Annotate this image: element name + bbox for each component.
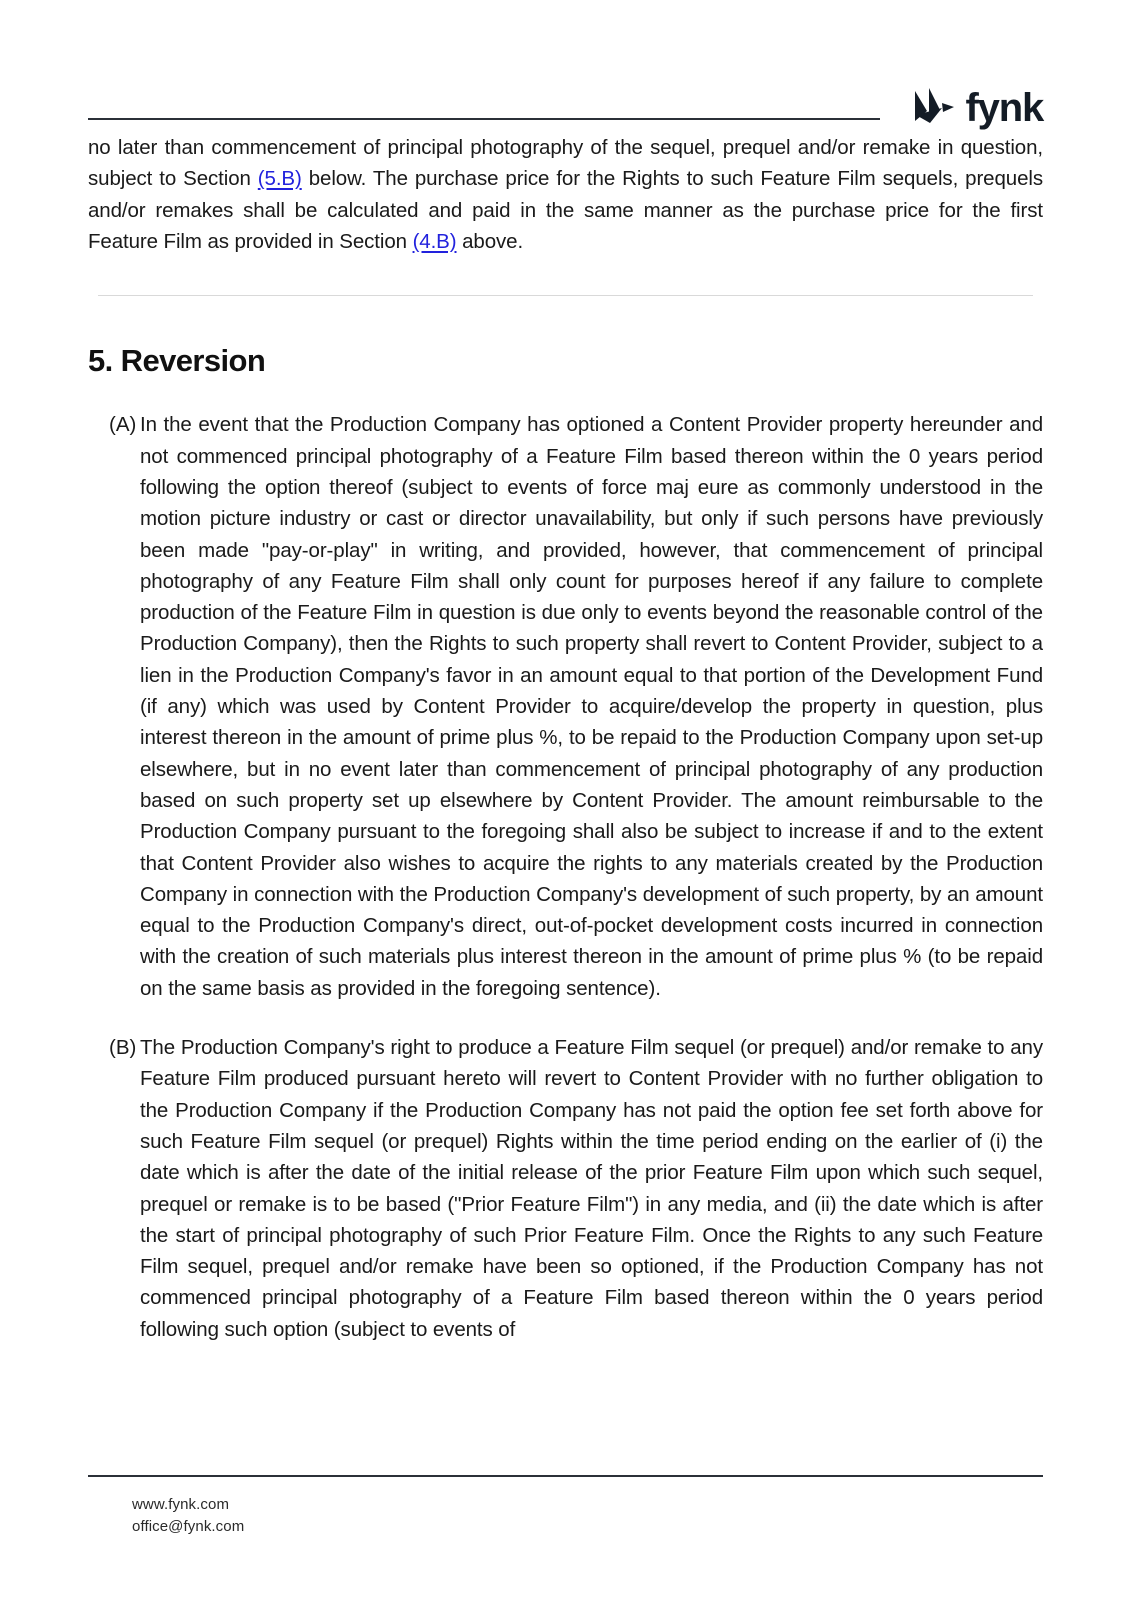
clause-item-b bbox=[88, 1032, 1043, 1345]
continued-text-part-3: above. bbox=[456, 229, 524, 253]
footer-contact bbox=[88, 1494, 1043, 1538]
page-header bbox=[88, 78, 1043, 140]
clause-list bbox=[88, 409, 1043, 1345]
continued-text-part-2: below. The purchase price for the Rights to such Feature Film sequels, prequels and/or remakes shall be calculated and paid in the same manner as the purchase price for the first Feature Film as provided in Section bbox=[88, 167, 1043, 253]
clause-marker-a: (A) bbox=[109, 413, 137, 437]
clause-marker-b: (B) bbox=[109, 1036, 137, 1060]
clause-text-b: The Production Company's right to produce a Feature Film sequel (or prequel) and/or remake to any Feature Film produced pursuant hereto will revert to Content Provider with no further obligation to the Production Company if the Production Company has not paid the option fee set forth above for such Feature Film sequel (or prequel) Rights within the time period ending on the earlier of (i) the date which is after the date of the initial release of the prior Feature Film upon which such sequel, prequel or remake is to be based ("Prior Feature Film") in any media, and (ii) the date which is after the start of principal photography of such Prior Feature Film. Once the Rights to any such Feature Film sequel, prequel and/or remake have been so optioned, if the Production Company has not commenced principal photography of a Feature Film based thereon within the 0 years period following such option (subject to events of bbox=[140, 1036, 1043, 1341]
footer-email[interactable]: office@fynk.com bbox=[132, 1518, 245, 1535]
continued-paragraph bbox=[88, 132, 1043, 257]
page-content bbox=[88, 132, 1043, 1345]
brand-name: fynk bbox=[965, 86, 1043, 130]
footer-rule bbox=[88, 1475, 1043, 1477]
clause-item-a bbox=[88, 409, 1043, 1004]
page-title: 5. Reversion bbox=[88, 343, 266, 379]
footer-website[interactable]: www.fynk.com bbox=[132, 1496, 230, 1513]
brand-logo bbox=[906, 85, 1043, 134]
section-link-4b[interactable]: (4.B) bbox=[412, 229, 457, 253]
continued-text-part-1: no later than commencement of principal photography of the sequel, prequel and/or remake in question, subject to Section bbox=[88, 136, 1043, 191]
page-footer bbox=[88, 1475, 1043, 1538]
section-link-5b[interactable]: (5.B) bbox=[257, 167, 302, 191]
section-divider bbox=[98, 295, 1033, 296]
header-rule bbox=[88, 118, 880, 120]
origami-bird-icon bbox=[906, 85, 956, 132]
clause-text-a: In the event that the Production Company has optioned a Content Provider property hereunder and not commenced principal photography of a Feature Film based thereon within the 0 years period following the option thereof (subject to events of force maj eure as commonly understood in the motion picture industry or cast or director unavailability, but only if such persons have previously been made "pay-or-play" in writing, and provided, however, that commencement of principal photography of any Feature Film shall only count for purposes hereof if any failure to complete production of the Feature Film in question is due only to events beyond the reasonable control of the Production Company), then the Rights to such property shall revert to Content Provider, subject to a lien in the Production Company's favor in an amount equal to that portion of the Development Fund (if any) which was used by Content Provider to acquire/develop the property in question, plus interest thereon in the amount of prime plus %, to be repaid to the Production Company upon set-up elsewhere, but in no event later than commencement of principal photography of any production based on such property set up elsewhere by Content Provider. The amount reimbursable to the Production Company pursuant to the foregoing shall also be subject to increase if and to the extent that Content Provider also wishes to acquire the rights to any materials created by the Production Company in connection with the Production Company's development of such property, by an amount equal to the Production Company's direct, out-of-pocket development costs incurred in connection with the creation of such materials plus interest thereon in the amount of prime plus % (to be repaid on the same basis as provided in the foregoing sentence). bbox=[140, 413, 1043, 1000]
